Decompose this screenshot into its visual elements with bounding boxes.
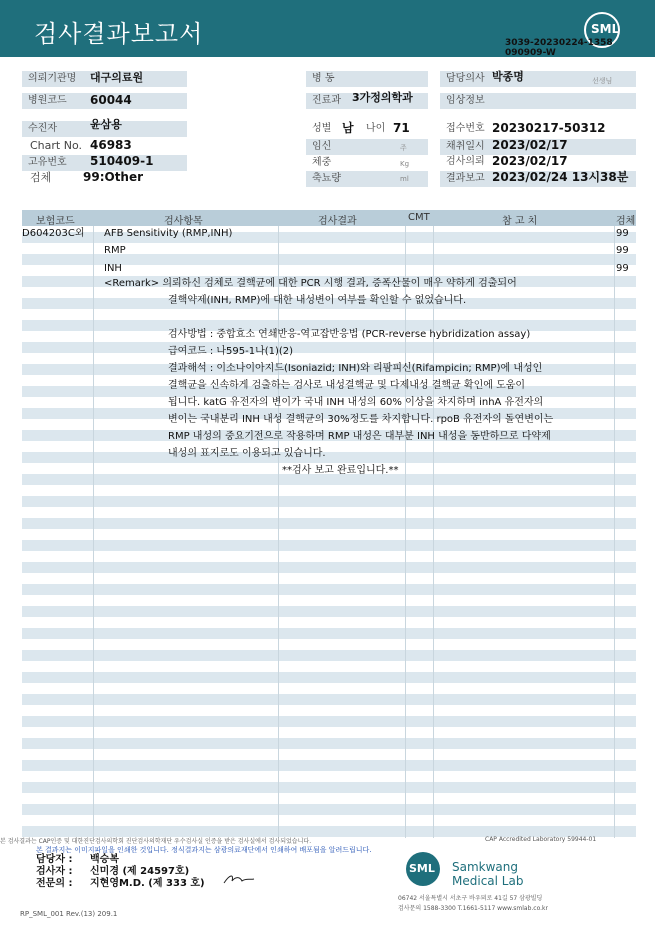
remark-line: 내성의 표지로도 이용되고 있습니다. xyxy=(168,448,326,459)
age-value: 71 xyxy=(393,121,410,135)
dept-value: 3가정의학과 xyxy=(352,91,413,104)
doc-no-2: 090909-W xyxy=(505,48,556,58)
print-notice: 본 결과지는 이미지파일을 인쇄한 것입니다. 정식결과지는 삼광의료재단에서 인쇄하여 배포됨을 알려드립니다. xyxy=(36,846,372,854)
row-item: AFB Sensitivity (RMP,INH) xyxy=(104,228,233,239)
remark-line: 결과해석 : 이소나이아지드(Isoniazid; INH)와 리팜피신(Rifampicin; RMP)에 내성인 xyxy=(168,363,543,374)
doctor-value: 박종명 xyxy=(492,70,524,83)
collect-value: 2023/02/17 xyxy=(492,138,568,152)
specialist-label: 전문의 : xyxy=(36,878,73,889)
preg-unit: 주 xyxy=(400,144,407,152)
doctor-suffix: 선생님 xyxy=(592,77,613,85)
logo-text: SML xyxy=(591,22,620,36)
sex-label: 성별 xyxy=(312,123,332,134)
col-cmt: CMT xyxy=(408,212,430,223)
accreditation-note: 본 검사결과는 CAP인증 및 대한진단검사의학회 진단검사의학재단 우수검사실 인증을 받은 검사실에서 검사되었습니다. xyxy=(0,838,312,845)
specialist-name: 지현영M.D. (제 333 호) xyxy=(90,878,205,889)
remark-line: 결핵균을 신속하게 검출하는 검사로 내성결핵균 및 다제내성 결핵균 확인에 도움이 xyxy=(168,380,526,391)
specimen-value: 99:Other xyxy=(83,170,144,184)
examiner-name: 신미경 (제 24597호) xyxy=(90,866,190,877)
table-stripe xyxy=(22,562,636,573)
sex-value: 남 xyxy=(342,121,354,135)
weight-unit: Kg xyxy=(400,160,410,168)
dept-label: 진료과 xyxy=(306,93,428,109)
table-stripe xyxy=(22,650,636,661)
examiner-label: 검사자 : xyxy=(36,866,73,877)
table-stripe xyxy=(22,584,636,595)
remark-line: RMP 내성의 중요기전으로 작용하며 RMP 내성은 대부분 INH 내성을 동반하므로 다약제 xyxy=(168,431,551,442)
table-stripe xyxy=(22,672,636,683)
doctor-label: 담당의사 xyxy=(440,71,636,87)
id-label: 고유번호 xyxy=(22,155,187,171)
document-number xyxy=(505,38,613,58)
chart-value: 46983 xyxy=(90,138,132,152)
table-header xyxy=(22,210,636,226)
column-divider xyxy=(614,226,615,838)
table-stripe xyxy=(22,342,636,353)
remark-line: 검사방법 : 중합효소 연쇄반응-역교잡반응법 (PCR-reverse hybridization assay) xyxy=(168,329,531,340)
table-stripe xyxy=(22,782,636,793)
collect-label: 채취일시 xyxy=(440,139,636,155)
table-stripe xyxy=(22,606,636,617)
report-complete-text: **검사 보고 완료입니다.** xyxy=(282,465,399,476)
table-stripe xyxy=(22,694,636,705)
col-reference: 참 고 치 xyxy=(502,216,538,227)
table-stripe xyxy=(22,804,636,815)
cap-accreditation: CAP Accredited Laboratory 59944-01 xyxy=(485,836,597,843)
weight-label: 체중 xyxy=(312,157,332,168)
request-value: 2023/02/17 xyxy=(492,154,568,168)
in-charge-name: 백승복 xyxy=(90,854,119,865)
hospital-value: 대구의료원 xyxy=(90,71,144,84)
id-value: 510409-1 xyxy=(90,154,154,168)
patient-label: 수진자 xyxy=(22,121,187,137)
preg-label: 임신 xyxy=(306,139,428,155)
patient-value: 윤삼용 xyxy=(90,118,122,131)
table-stripe xyxy=(22,716,636,727)
col-specimen: 검체 xyxy=(616,216,636,227)
remark-line: 됩니다. katG 유전자의 변이가 국내 INH 내성의 60% 이상을 차지하며 inhA 유전자의 xyxy=(168,397,544,408)
form-number: RP_SML_001 Rev.(13) 209.1 xyxy=(20,910,118,918)
remark-line: 변이는 국내분리 INH 내성 결핵균의 30%정도를 차지합니다. rpoB 유전자의 돌연변이는 xyxy=(168,414,554,425)
column-divider xyxy=(405,226,406,838)
table-stripe xyxy=(22,760,636,771)
table-stripe xyxy=(22,738,636,749)
receipt-label: 접수번호 xyxy=(446,123,485,134)
code-value: 60044 xyxy=(90,93,132,107)
table-stripe xyxy=(22,496,636,507)
urine-label: 축뇨량 xyxy=(306,171,428,187)
column-divider xyxy=(93,226,94,838)
remark-line: <Remark> 의뢰하신 검체로 결핵균에 대한 PCR 시행 결과, 증폭산물이 매우 약하게 검출되어 xyxy=(104,278,517,289)
age-label: 나이 xyxy=(366,123,386,134)
footer-logo-text: SML xyxy=(409,862,435,875)
in-charge-label: 담당자 : xyxy=(36,854,73,865)
row-spec: 99 xyxy=(616,245,629,256)
signature-icon xyxy=(222,872,256,886)
table-stripe xyxy=(22,628,636,639)
col-result: 검사결과 xyxy=(318,216,357,227)
chart-label: Chart No. xyxy=(30,139,82,152)
row-code: D604203C외 xyxy=(22,228,85,239)
row-spec: 99 xyxy=(616,228,629,239)
row-item: INH xyxy=(104,263,122,274)
doc-no-1: 3039-20230224-1358 xyxy=(505,38,613,48)
code-label: 병원코드 xyxy=(22,93,187,109)
contact-line: 검사문의 1588-3300 T.1661-5117 www.smlab.co.kr xyxy=(398,905,548,912)
table-stripe xyxy=(22,518,636,529)
col-insurance-code: 보험코드 xyxy=(36,216,75,227)
report-value: 2023/02/24 13시38분 xyxy=(492,170,629,184)
hospital-label: 의뢰기관명 xyxy=(22,71,187,87)
column-divider xyxy=(278,226,279,838)
specimen-label: 검체 xyxy=(30,171,52,184)
address-line: 06742 서울특별시 서초구 바우뫼로 41길 57 삼광빌딩 xyxy=(398,895,543,902)
table-stripe xyxy=(22,540,636,551)
brand-line-1: Samkwang xyxy=(452,860,518,874)
clinical-label: 임상정보 xyxy=(440,93,636,109)
request-label: 검사의뢰 xyxy=(446,156,485,167)
urine-unit: ml xyxy=(400,175,409,183)
lab-brand xyxy=(452,860,523,888)
remark-line: 급여코드 : 나595-1나(1)(2) xyxy=(168,346,294,357)
page-title: 검사결과보고서 xyxy=(34,20,204,48)
report-label: 결과보고 xyxy=(440,171,636,187)
receipt-value: 20230217-50312 xyxy=(492,121,606,135)
row-item: RMP xyxy=(104,245,126,256)
column-divider xyxy=(433,226,434,838)
brand-line-2: Medical Lab xyxy=(452,874,524,888)
ward-label: 병 동 xyxy=(306,71,428,87)
col-test-item: 검사항목 xyxy=(164,216,203,227)
remark-line: 결핵약제(INH, RMP)에 대한 내성변이 여부를 확인할 수 없었습니다. xyxy=(168,295,467,306)
row-spec: 99 xyxy=(616,263,629,274)
